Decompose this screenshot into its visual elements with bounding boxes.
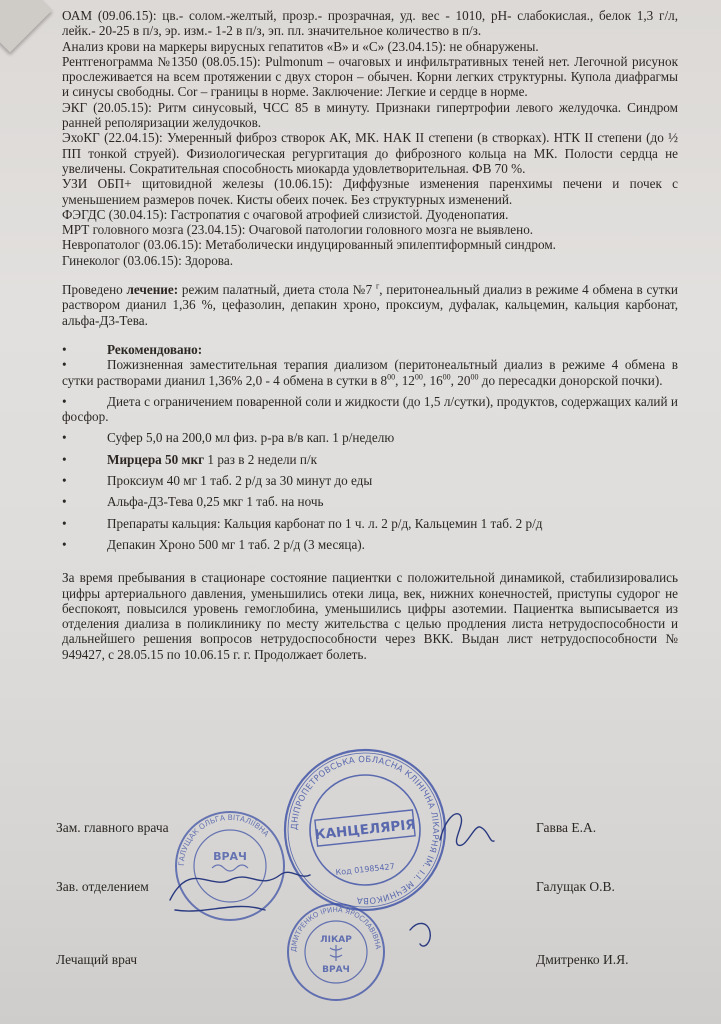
signature-physician — [410, 923, 430, 946]
recommendation-item: • Диета с ограничением поваренной соли и жидкости (до 1,5 л/сутки), продуктов, содержащих калий и фосфор. — [62, 393, 678, 425]
physician-stamp — [288, 904, 384, 1000]
signature-name: Галущак О.В. — [536, 879, 615, 894]
office-stamp — [285, 750, 445, 910]
signature-name: Гавва Е.А. — [536, 820, 597, 835]
exam-xray: Рентгенограмма №1350 (08.05.15): Pulmonum – очаговых и инфильтративных теней нет. Легочной рисунок прослеживается на всем протяжении с двух сторон – обычен. Корни легких структурны. Купола диафрагмы и синусы свободны. Cor – границы в норме. Заключение: Легкие и сердце в норме. — [62, 53, 678, 100]
physician-stamp-ring-text: ДМИТРЕНКО ІРИНА ЯРОСЛАВІВНА — [289, 905, 382, 953]
recommendations-heading: • Рекомендовано: — [62, 341, 203, 357]
exam-neurologist: Невропатолог (03.06.15): Метаболически индуцированный эпилептиформный синдром. — [62, 237, 556, 253]
physician-stamp-top-text: ЛІКАР — [320, 935, 352, 945]
signature-head-doctor — [440, 814, 494, 846]
recommendation-item: • Пожизненная заместительная терапия диализом (перитонеальтный диализ в режиме 4 обмена в сутки растворами дианил 1,36% 2,0 - 4 обмена в сутки в $8^{00}$, $12^{00}$, $16^{00}$, $20^{00}$ до пересадки донорской почки). — [62, 357, 678, 388]
signature-role: Лечащий врач — [56, 952, 138, 967]
signature-deputy — [170, 872, 310, 911]
exam-gynecologist: Гинеколог (03.06.15): Здорова. — [62, 252, 234, 268]
treatment-paragraph: Проведено лечение: режим палатный, диета стола №7 $^г$, перитонеальный диализ в режиме 4 обмена в сутки раствором дианил 1,36 %, цефазолин, депакин хроно, проксиум, дуфалак, кальцемин, кальция карбонат, альфа-Д3-Тева. — [62, 281, 678, 328]
conclusion-paragraph: За время пребывания в стационаре состояние пациентки с положительной динамикой, стабилизировались цифры артериального давления, уменьшились отеки лица, век, нижних конечностей, приступы судорог не беспокоят, повысился уровень гемоглобина, уменьшились цифры азотемии. Пациентка выписывается из отделения диализа в поликлинику по месту жительства с целью продления листа нетрудоспособности и дальнейшего решения вопросов нетрудоспособности через ВКК. Выдан лист нетрудоспособности № 949427, с 28.05.15 по 10.06.15 г. г. Продолжает болеть. — [62, 570, 678, 662]
signature-role: Зам. главного врача — [56, 820, 169, 835]
exam-ultrasound: УЗИ ОБП+ щитовидной железы (10.06.15): Диффузные изменения паренхимы печени и почек с уменьшением размеров почек. Кисты обеих почек. Без структурных изменений. — [62, 176, 678, 207]
recommendation-item: • Проксиум 40 мг 1 таб. 2 р/д за 30 минут до еды — [62, 473, 373, 489]
office-stamp-ring-text: ДНІПРОПЕТРОВСЬКА ОБЛАСНА КЛІНІЧНА ЛІКАРНЯ ІМ. І.І. МЕЧНИКОВА — [289, 754, 441, 906]
office-stamp-center-text: КАНЦЕЛЯРІЯ — [313, 816, 417, 844]
exam-echo: ЭхоКГ (22.04.15): Умеренный фиброз створок АК, МК. НАК II степени (в створках). НТК II степени (до ½ ПП тонкой струей). Физиологическая регургитация до фиброзного кольца на МК. Полости сердца не увеличены. Сократительная способность миокарда удовлетворительная. ФВ 70 %. — [62, 130, 678, 176]
exam-mri: МРТ головного мозга (23.04.15): Очаговой патологии головного мозга не выявлено. — [62, 222, 534, 238]
deputy-stamp-center-text: ВРАЧ — [213, 850, 247, 863]
signature-name: Дмитренко И.Я. — [536, 952, 629, 967]
recommendation-item: • Альфа-Д3-Тева 0,25 мкг 1 таб. на ночь — [62, 494, 324, 510]
exam-oam: ОАМ (09.06.15): цв.- солом.-желтый, прозр.- прозрачная, уд. вес - 1010, рН- слабокислая., белок 1,3 г/л, лейк.- 20-25 в п/з, эр. изм.- 1-2 в п/з, эп. пл. значительное количество в п/з. — [62, 8, 678, 39]
recommendation-item: • Мирцера 50 мкг 1 раз в 2 недели п/к — [62, 451, 318, 467]
recommendation-item: • Депакин Хроно 500 мг 1 таб. 2 р/д (3 месяца). — [62, 536, 365, 552]
physician-stamp-bottom-text: ВРАЧ — [322, 965, 350, 975]
recommendation-item: • Препараты кальция: Кальция карбонат по 1 ч. л. 2 р/д, Кальцемин 1 таб. 2 р/д — [62, 515, 543, 531]
signature-role: Зав. отделением — [56, 879, 149, 894]
exam-hepatitis: Анализ крови на маркеры вирусных гепатитов «В» и «С» (23.04.15): не обнаружены. — [62, 38, 539, 54]
deputy-stamp-ring-text: ГАЛУЩАК ОЛЬГА ВІТАЛІЇВНА — [176, 812, 271, 867]
exam-ecg: ЭКГ (20.05.15): Ритм синусовый, ЧСС 85 в минуту. Признаки гипертрофии левого желудочка. Синдром ранней реполяризации желудочков. — [62, 99, 678, 131]
deputy-stamp — [176, 812, 284, 920]
exam-fegds: ФЭГДС (30.04.15): Гастропатия с очаговой атрофией слизистой. Дуоденопатия. — [62, 206, 509, 222]
recommendation-item: • Суфер 5,0 на 200,0 мл физ. р-ра в/в кап. 1 р/неделю — [62, 430, 395, 446]
office-stamp-code: Код 01985427 — [335, 861, 396, 878]
